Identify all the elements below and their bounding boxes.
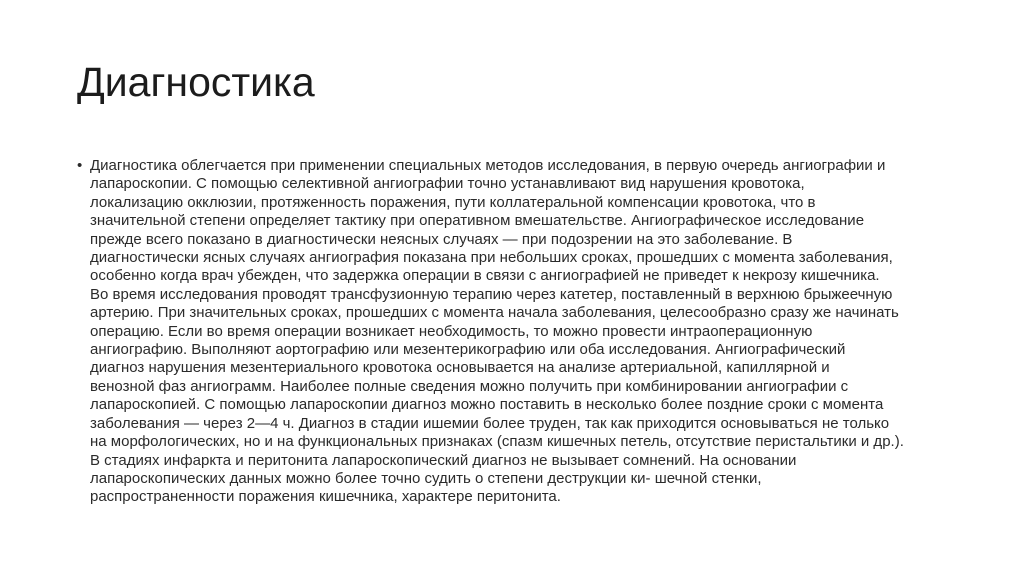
paragraph-line: распространенности поражения кишечника, характере перитонита.	[90, 488, 561, 506]
paragraph-line: диагностически ясных случаях ангиография показана при небольших сроках, прошедших с момента заболевания,	[90, 249, 893, 267]
paragraph-line: операцию. Если во время операции возникает необходимость, то можно провести интраоперационную	[90, 322, 813, 340]
bullet-paragraph	[90, 157, 957, 507]
paragraph-line: диагноз нарушения мезентериального кровотока основывается на анализе артериальной, капиллярной и	[90, 359, 830, 377]
slide-body	[77, 157, 957, 507]
paragraph-line: лапароскопических данных можно более точно судить о степени деструкции ки- шечной стенки,	[90, 469, 762, 487]
paragraph-line: Диагностика облегчается при применении специальных методов исследования, в первую очередь ангиографии и	[90, 157, 886, 174]
paragraph-line: венозной фаз ангиограмм. Наиболее полные сведения можно получить при комбинировании ангиографии с	[90, 377, 849, 395]
bullet-icon: •	[77, 157, 83, 174]
slide-title: Диагностика	[77, 59, 315, 105]
paragraph-line: лапароскопией. С помощью лапароскопии диагноз можно поставить в несколько более поздние сроки с момента	[90, 396, 884, 414]
paragraph-line: лапароскопии. С помощью селективной ангиографии точно устанавливают вид нарушения кровотока,	[90, 175, 805, 193]
paragraph-line: на морфологических, но и на функциональных признаках (спазм кишечных петель, отсутствие перистальтики и др.).	[90, 433, 904, 451]
paragraph-line: ангиографию. Выполняют аортографию или мезентерикографию или оба исследования. Ангиографический	[90, 341, 846, 359]
paragraph-line: артерию. При значительных сроках, прошедших с момента начала заболевания, целесообразно сразу же начинать	[90, 304, 899, 322]
paragraph-line: заболевания — через 2—4 ч. Диагноз в стадии ишемии более труден, так как приходится основываться не только	[90, 414, 890, 432]
paragraph-line: особенно когда врач убежден, что задержка операции в связи с ангиографией не приведет к некрозу кишечника.	[90, 267, 880, 285]
paragraph-line: прежде всего показано в диагностически неясных случаях — при подозрении на это заболевание. В	[90, 230, 793, 248]
paragraph-line: В стадиях инфаркта и перитонита лапароскопический диагноз не вызывает сомнений. На основании	[90, 451, 797, 469]
paragraph-line: значительной степени определяет тактику при оперативном вмешательстве. Ангиографическое исследование	[90, 212, 865, 230]
paragraph-line: локализацию окклюзии, протяженность поражения, пути коллатеральной компенсации кровотока, что в	[90, 193, 816, 211]
bullet-item	[77, 157, 957, 507]
paragraph-line: Во время исследования проводят трансфузионную терапию через катетер, поставленный в верхнюю брыжеечную	[90, 285, 893, 303]
